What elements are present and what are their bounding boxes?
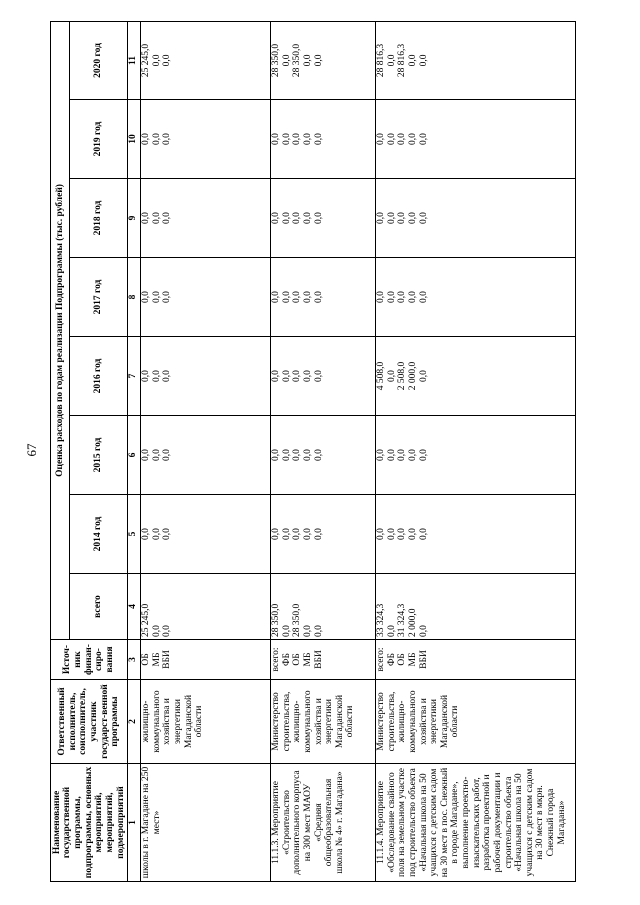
row-total: 28 350,0 0,0 28 350,0 0,0 0,0 <box>271 574 376 640</box>
row-sources: всего: ФБ ОБ МБ ВБИ <box>376 640 576 680</box>
header-year: 2014 год <box>70 495 128 574</box>
header-year: 2019 год <box>70 100 128 179</box>
table-row <box>271 21 376 881</box>
page-number: 67 <box>24 443 39 457</box>
column-index: 7 <box>128 337 141 416</box>
row-year-2018: 0,0 0,0 0,0 0,0 0,0 <box>271 179 376 258</box>
row-year-2015: 0,0 0,0 0,0 0,0 0,0 <box>376 416 576 495</box>
row-year-2018: 0,0 0,0 0,0 <box>141 179 271 258</box>
column-index: 1 <box>128 764 141 882</box>
row-responsible: Министерство строительства, жилищно-коммунального хозяйства и энергетики Магаданской области <box>376 680 576 764</box>
header-year: 2020 год <box>70 21 128 99</box>
row-year-2019: 0,0 0,0 0,0 <box>141 100 271 179</box>
header-estimate: Оценка расходов по годам реализации Подпрограммы (тыс. рублей) <box>51 21 70 639</box>
row-year-2020: 28 816,3 0,0 28 816,3 0,0 0,0 <box>376 21 576 99</box>
column-index: 10 <box>128 100 141 179</box>
financing-table <box>50 21 576 882</box>
row-name: школы в г. Магадане на 250 мест» <box>141 764 271 882</box>
column-index: 6 <box>128 416 141 495</box>
column-index: 2 <box>128 680 141 764</box>
row-year-2014: 0,0 0,0 0,0 0,0 0,0 <box>376 495 576 574</box>
row-year-2015: 0,0 0,0 0,0 <box>141 416 271 495</box>
row-year-2016: 0,0 0,0 0,0 0,0 0,0 <box>271 337 376 416</box>
row-year-2014: 0,0 0,0 0,0 0,0 0,0 <box>271 495 376 574</box>
row-year-2017: 0,0 0,0 0,0 <box>141 258 271 337</box>
header-year: 2018 год <box>70 179 128 258</box>
row-year-2015: 0,0 0,0 0,0 0,0 0,0 <box>271 416 376 495</box>
column-index: 5 <box>128 495 141 574</box>
column-index: 8 <box>128 258 141 337</box>
row-year-2020: 28 350,0 0,0 28 350,0 0,0 0,0 <box>271 21 376 99</box>
row-name: 11.1.4. Мероприятие «Обследование свайного поля на земельном участке под строительство объекта «Начальная школа на 50 учащихся с детским садом на 30 мест в пос. Снежный в городе Магадане», выполнение проектно-изыскательских работ, разработка проектной и рабочей документации и строительство объекта «Начальная школа на 50 учащихся с детским садом на 30 мест в мкрн. Снежный города Магадана» <box>376 764 576 882</box>
row-responsible: Министерство строительства, жилищно-коммунального хозяйства и энергетики Магаданской области <box>271 680 376 764</box>
row-year-2014: 0,0 0,0 0,0 <box>141 495 271 574</box>
header-total: всего <box>70 574 128 640</box>
row-year-2016: 4 508,0 0,0 2 508,0 2 000,0 0,0 <box>376 337 576 416</box>
header-source: Источ-ник финан-сиро-вания <box>51 640 128 680</box>
row-total: 25 245,0 0,0 0,0 <box>141 574 271 640</box>
column-index: 4 <box>128 574 141 640</box>
row-responsible: жилищно-коммунального хозяйства и энергетики Магаданской области <box>141 680 271 764</box>
row-year-2020: 25 245,0 0,0 0,0 <box>141 21 271 99</box>
header-year: 2016 год <box>70 337 128 416</box>
header-year: 2015 год <box>70 416 128 495</box>
row-sources: ОБ МБ ВБИ <box>141 640 271 680</box>
column-index: 11 <box>128 21 141 99</box>
column-index: 9 <box>128 179 141 258</box>
row-year-2017: 0,0 0,0 0,0 0,0 0,0 <box>271 258 376 337</box>
row-year-2017: 0,0 0,0 0,0 0,0 0,0 <box>376 258 576 337</box>
table-row <box>376 21 576 881</box>
header-responsible: Ответственный исполнитель, соисполнитель, участник государст-венной программы <box>51 680 128 764</box>
column-index: 3 <box>128 640 141 680</box>
row-year-2018: 0,0 0,0 0,0 0,0 0,0 <box>376 179 576 258</box>
rotated-table-wrapper <box>50 22 590 882</box>
row-year-2019: 0,0 0,0 0,0 0,0 0,0 <box>271 100 376 179</box>
header-name: Наименование государственной программы, подпрограммы, основных мероприятий, мероприятий, подмероприятий <box>51 764 128 882</box>
row-total: 33 324,3 0,0 31 324,3 2 000,0 0,0 <box>376 574 576 640</box>
row-sources: всего: ФБ ОБ МБ ВБИ <box>271 640 376 680</box>
header-year: 2017 год <box>70 258 128 337</box>
table-row <box>141 21 271 881</box>
row-year-2019: 0,0 0,0 0,0 0,0 0,0 <box>376 100 576 179</box>
row-name: 11.1.3. Мероприятие «Строительство дополнительного корпуса на 300 мест МАОУ «Средняя общеобразовательная школа № 4» г. Магадана» <box>271 764 376 882</box>
row-year-2016: 0,0 0,0 0,0 <box>141 337 271 416</box>
